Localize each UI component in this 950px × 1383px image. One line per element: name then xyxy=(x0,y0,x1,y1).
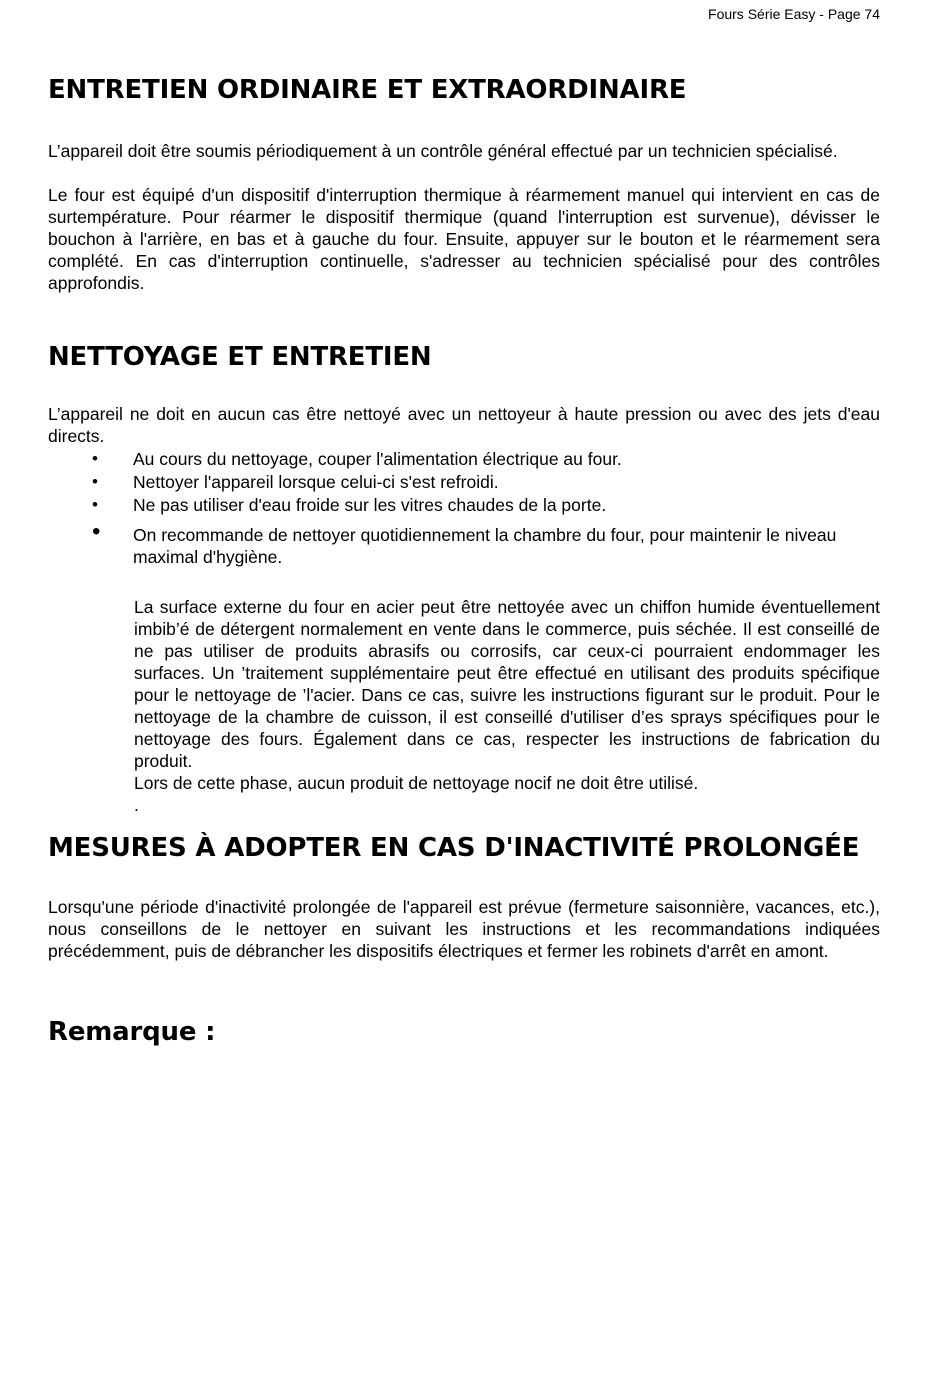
section-title-remarque: Remarque : xyxy=(48,1017,216,1047)
page-header: Fours Série Easy - Page 74 xyxy=(708,6,880,22)
list-item-text: Au cours du nettoyage, couper l'alimentation électrique au four. xyxy=(133,449,622,469)
bullet-icon: • xyxy=(92,449,98,468)
section-title-inactivite: MESURES À ADOPTER EN CAS D'INACTIVITÉ PROLONGÉE xyxy=(48,833,860,863)
paragraph-surface-externe: La surface externe du four en acier peut être nettoyée avec un chiffon humide éventuellement imbib’é de détergent normalement en vente dans le commerce, puis séchée. Il est conseillé de ne pas utiliser de produits abrasifs ou corrosifs, car ceux-ci pourraient endommager les surfaces. Un ’traitement supplémentaire peut être effectué en utilisant des produits spécifique pour le nettoyage de ’l'acier. Dans ce cas, suivre les instructions figurant sur le produit. Pour le nettoyage de la chambre de cuisson, il est conseillé d'utiliser d’es sprays spécifiques pour le nettoyage des fours. Également dans ce cas, respecter les instructions de fabrication du produit. xyxy=(134,597,880,771)
list-item-text: On recommande de nettoyer quotidiennement la chambre du four, pour maintenir le niveau maximal d'hygiène. xyxy=(133,525,837,567)
list-item-text: Ne pas utiliser d'eau froide sur les vitres chaudes de la porte. xyxy=(133,495,607,515)
list-item xyxy=(48,448,880,470)
paragraph-interruption-thermique: Le four est équipé d'un dispositif d'interruption thermique à réarmement manuel qui intervient en cas de surtempérature. Pour réarmer le dispositif thermique (quand l'interruption est survenue), dévisser le bouchon à l'arrière, en bas et à gauche du four. Ensuite, appuyer sur le bouton et le réarmement sera complété. En cas d'interruption continuelle, s'adresser au technicien spécialisé pour des contrôles approfondis. xyxy=(48,185,880,293)
paragraph-controle: L’appareil doit être soumis périodiquement à un contrôle général effectué par un technicien spécialisé. xyxy=(48,141,838,161)
bullet-icon: • xyxy=(92,472,98,491)
document-body xyxy=(48,72,880,1050)
bullet-icon: • xyxy=(92,518,101,545)
paragraph-inactivite: Lorsqu'une période d'inactivité prolongée de l'appareil est prévue (fermeture saisonnière, vacances, etc.), nous conseillons de le nettoyer en suivant les instructions et les recommandations indiquées précédemment, puis de débrancher les dispositifs électriques et fermer les robinets d'arrêt en amont. xyxy=(48,897,880,961)
cleaning-bullet-list xyxy=(48,448,880,568)
list-item-text: Nettoyer l'appareil lorsque celui-ci s'est refroidi. xyxy=(133,472,499,492)
trailing-dot: . xyxy=(134,795,139,815)
section-title-entretien: ENTRETIEN ORDINAIRE ET EXTRAORDINAIRE xyxy=(48,75,687,105)
paragraph-phase: Lors de cette phase, aucun produit de nettoyage nocif ne doit être utilisé. xyxy=(134,773,699,793)
section-title-nettoyage: NETTOYAGE ET ENTRETIEN xyxy=(48,342,432,372)
bullet-icon: • xyxy=(92,495,98,514)
list-item xyxy=(48,518,880,568)
list-item xyxy=(48,494,880,516)
paragraph-nettoyage-intro: L’appareil ne doit en aucun cas être nettoyé avec un nettoyeur à haute pression ou avec des jets d'eau directs. xyxy=(48,404,880,446)
list-item xyxy=(48,471,880,493)
